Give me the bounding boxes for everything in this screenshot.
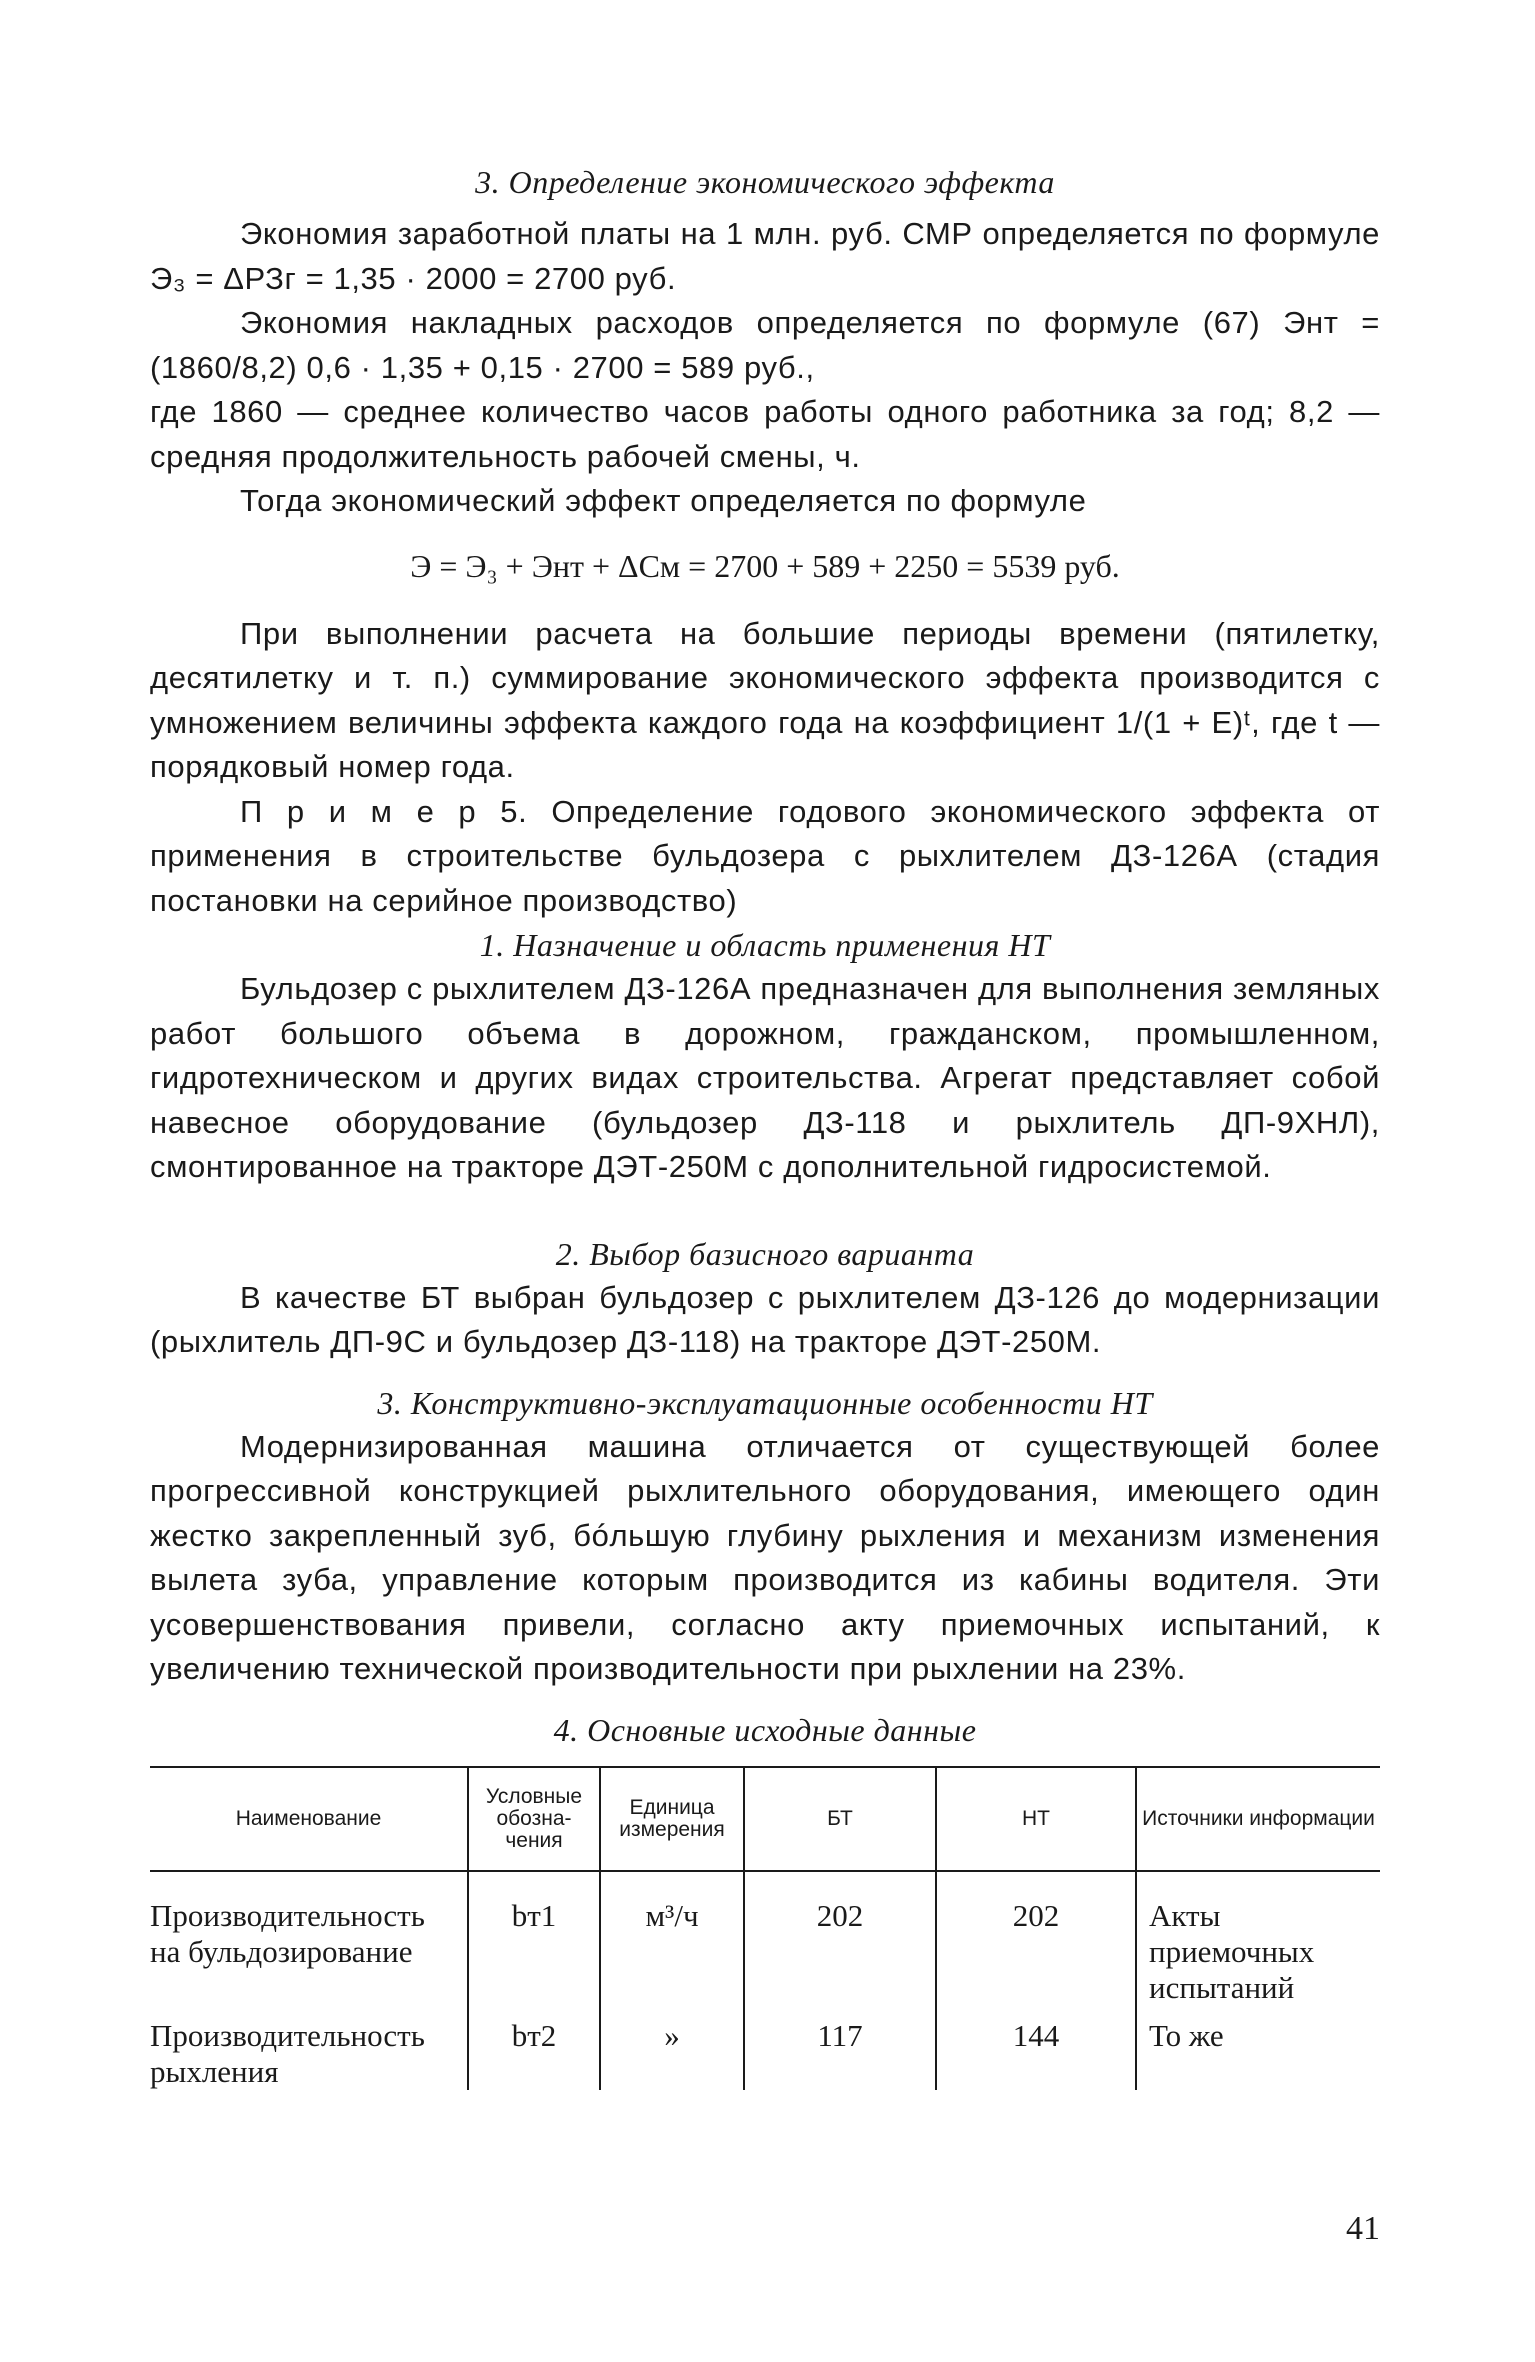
table-row: [150, 1871, 1380, 2006]
heading-features: 3. Конструктивно-эксплуатационные особенности НТ: [377, 1384, 1153, 1421]
table-header-row: [150, 1767, 1380, 1871]
paragraph-overhead-savings: Экономия накладных расходов определяется по формуле (67) Энт = (1860/8,2) 0,6 · 1,35 + 0,15 · 2700 = 589 руб.,: [150, 305, 1380, 385]
cell-bt: 117: [744, 2006, 936, 2090]
paragraph-example: П р и м е р 5. Определение годового экономического эффекта от применения в строительстве бульдозера с рыхлителем ДЗ-126А (стадия постановки на серийное производство): [150, 793, 1380, 918]
heading-table: 4. Основные исходные данные: [553, 1711, 977, 1748]
page-number: 41: [1346, 2210, 1380, 2247]
paragraph-features: Модернизированная машина отличается от существующей более прогрессивной конструкцией рыхлительного оборудования, имеющего один жестко закрепленный зуб, бóльшую глубину рыхления и механизм изменения вылета зуба, управление которым производится из кабины водителя. Эти усовершенствования привели, согласно акту приемочных испытаний, к увеличению технической производительности при рыхлении на 23%.: [150, 1428, 1380, 1686]
header-source: Источники информации: [1136, 1767, 1380, 1871]
cell-source: То же: [1136, 2006, 1380, 2090]
header-name: Наименование: [150, 1767, 468, 1871]
cell-name: Производительность на бульдозирование: [150, 1897, 425, 1969]
heading-base-variant: 2. Выбор базисного варианта: [555, 1235, 975, 1272]
table-row: [150, 2006, 1380, 2090]
paragraph-purpose: Бульдозер с рыхлителем ДЗ-126А предназначен для выполнения земляных работ большого объема в дорожном, гражданском, промышленном, гидротехническом и других видах строительства. Агрегат представляет собой навесное оборудование (бульдозер ДЗ-118 и рыхлитель ДП-9ХНЛ), смонтированное на тракторе ДЭТ-250М с дополнительной гидросистемой.: [150, 971, 1380, 1184]
header-nt: НТ: [936, 1767, 1136, 1871]
source-data-table: [150, 1766, 1380, 2090]
cell-nt: 144: [936, 2006, 1136, 2090]
cell-source: Акты приемочных испытаний: [1136, 1871, 1380, 2006]
cell-unit: м³/ч: [600, 1871, 744, 2006]
header-bt: БТ: [744, 1767, 936, 1871]
paragraph-salary-savings: Экономия заработной платы на 1 млн. руб. СМР определяется по формуле Э₃ = ΔРЗг = 1,35 · 2000 = 2700 руб.: [150, 216, 1380, 296]
heading-economic-effect: 3. Определение экономического эффекта: [475, 164, 1055, 200]
cell-symbol: bт2: [468, 2006, 600, 2090]
cell-nt: 202: [936, 1871, 1136, 2006]
formula-total-effect: Э = Э₃ + Энт + ΔСм = 2700 + 589 + 2250 = 5539 руб.: [410, 547, 1120, 584]
cell-unit: »: [600, 2006, 744, 2090]
header-symbol: Условные обозна-чения: [468, 1767, 600, 1871]
paragraph-where: где 1860 — среднее количество часов работы одного работника за год; 8,2 — средняя продолжительность рабочей смены, ч.: [150, 394, 1380, 474]
paragraph-then: Тогда экономический эффект определяется по формуле: [240, 483, 1087, 518]
paragraph-base-variant: В качестве БТ выбран бульдозер с рыхлителем ДЗ-126 до модернизации (рыхлитель ДП-9С и бульдозер ДЗ-118) на тракторе ДЭТ-250М.: [150, 1279, 1380, 1359]
cell-name: Производительность рыхления: [150, 2017, 425, 2089]
paragraph-periods: При выполнении расчета на большие периоды времени (пятилетку, десятилетку и т. п.) суммирование экономического эффекта производится с умножением величины эффекта каждого года на коэффициент 1/(1 + Е)ᵗ, где t — порядковый номер года.: [150, 615, 1380, 784]
heading-purpose: 1. Назначение и область применения НТ: [479, 927, 1051, 963]
header-unit: Единица измерения: [600, 1767, 744, 1871]
cell-bt: 202: [744, 1871, 936, 2006]
cell-symbol: bт1: [468, 1871, 600, 2006]
page-content: [150, 160, 1380, 2090]
